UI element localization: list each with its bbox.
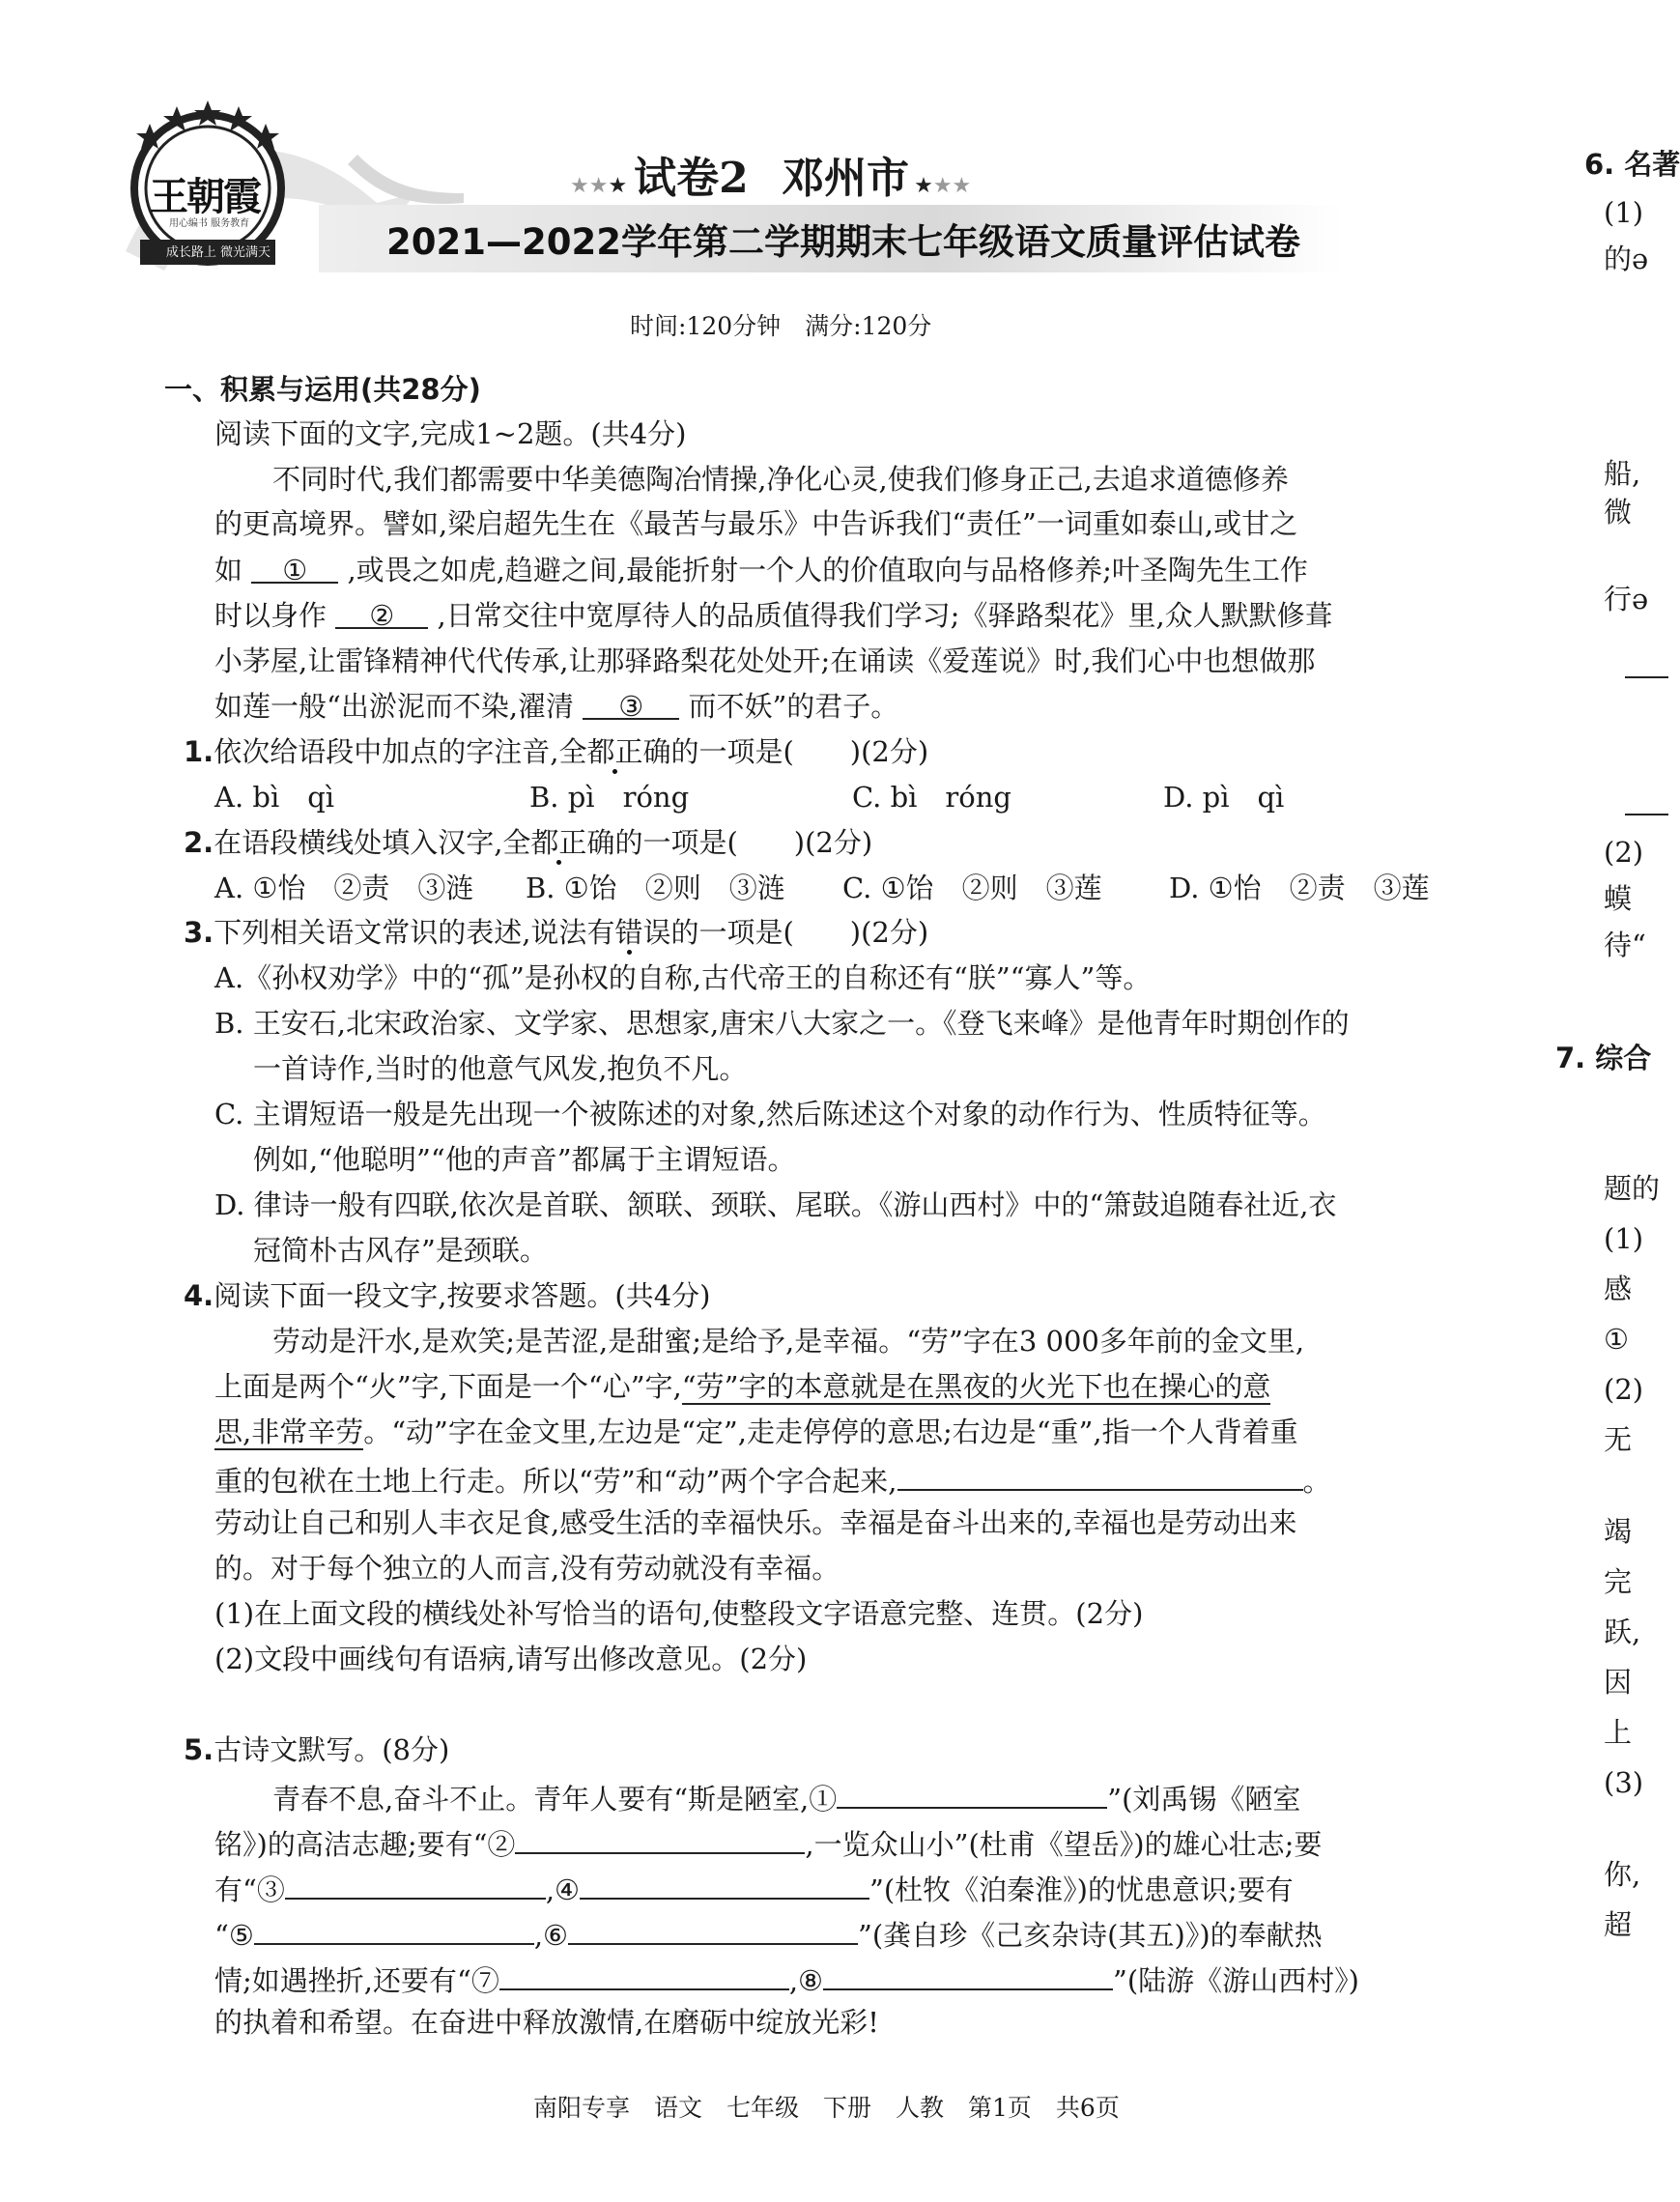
q5-blank-2[interactable] [515,1821,805,1854]
emphasis-dots: 有错误 [586,916,671,949]
q2-option-c[interactable]: C. ①饴 ②则 ③莲 [842,872,1102,904]
q3-option-b-cont: 一首诗作,当时的他意气风发,抱负不凡。 [253,1052,748,1085]
paper-number: 试卷2 [634,154,749,203]
fill-blank-3[interactable]: ③ [583,687,679,720]
q5-line: 的执着和希望。在奋进中释放激情,在磨砺中绽放光彩! [214,2006,879,2039]
q3-option-b[interactable]: B. 王安石,北宋政治家、文学家、思想家,唐宋八大家之一。《登飞来峰》是他青年时期创作的 [214,1007,1350,1040]
emphasis-dots: 全都正确 [558,735,671,768]
q5-blank-8[interactable] [823,1958,1113,1990]
q3-option-c-cont: 例如,“他聪明”“他的声音”都属于主谓短语。 [253,1143,796,1176]
q4-passage-line: 劳动让自己和别人丰衣足食,感受生活的幸福快乐。幸福是奋斗出来的,幸福也是劳动出来 [214,1506,1297,1539]
q4-passage-line: 上面是两个“火”字,下面是一个“心”字,“劳”字的本意就是在黑夜的火光下也在操心的意 [214,1370,1271,1403]
question-4: 4.阅读下面一段文字,按要求答题。(共4分) [184,1279,711,1312]
star-icon: ★★ [570,174,609,198]
time-score: 时间:120分钟 满分:120分 [630,312,932,340]
q2-option-d[interactable]: D. ①怡 ②责 ③莲 [1169,872,1430,904]
q4-passage-line: 的。对于每个独立的人而言,没有劳动就没有幸福。 [214,1552,840,1585]
q3-option-a[interactable]: A.《孙权劝学》中的“孤”是孙权的自称,古代帝王的自称还有“朕”“寡人”等。 [214,961,1152,994]
q5-blank-7[interactable] [499,1958,789,1990]
q5-line: 有“③ ,④ ”(杜牧《泊秦淮》)的忧患意识;要有 [214,1867,1294,1909]
question-3: 3.下列相关语文常识的表述,说法有错误的一项是( )(2分) [184,916,929,949]
star-icon: ★ [914,174,933,198]
passage-line: 不同时代,我们都需要中华美德陶冶情操,净化心灵,使我们修身正己,去追求道德修养 [272,463,1289,496]
star-icon: ★ [608,174,635,198]
q5-blank-5[interactable] [254,1912,534,1945]
q5-blank-6[interactable] [568,1912,858,1945]
passage-line: 小茅屋,让雷锋精神代代传承,让那驿路梨花处处开;在诵读《爱莲说》时,我们心中也想做那 [214,644,1316,677]
q3-option-c[interactable]: C. 主谓短语一般是先出现一个被陈述的对象,然后陈述这个对象的动作行为、性质特征等。 [214,1098,1326,1130]
paper-title: 2021—2022学年第二学期期末七年级语文质量评估试卷 [386,221,1300,263]
fill-blank-1[interactable]: ① [251,551,338,584]
logo-slogan: 用心编书 服务教育 [169,218,250,229]
q1-option-d[interactable]: D. pì qì [1163,781,1285,814]
q4-answer-blank[interactable] [897,1458,1303,1491]
q4-passage-line: 劳动是汗水,是欢笑;是苦涩,是甜蜜;是给予,是幸福。“劳”字在3 000多年前的金文里, [272,1325,1305,1358]
q4-passage-line: 思,非常辛劳。“动”字在金文里,左边是“定”,走走停停的意思;右边是“重”,指一个人背着重 [214,1416,1298,1448]
underlined-sentence: 思,非常辛劳 [214,1416,364,1448]
q5-blank-4[interactable] [580,1867,869,1900]
q4-subquestion-2: (2)文段中画线句有语病,请写出修改意见。(2分) [214,1643,808,1675]
underlined-sentence: “劳”字的本意就是在黑夜的火光下也在操心的意 [681,1370,1271,1403]
logo-block [97,87,328,300]
city-name: 邓州市 [781,154,909,203]
question-2: 2.在语段横线处填入汉字,全都正确的一项是( )(2分) [184,826,873,859]
q5-blank-3[interactable] [285,1867,546,1900]
logo-ribbon-text: 成长路上 微光满天 [165,245,271,260]
q3-option-d-cont: 冠简朴古风存”是颈联。 [253,1234,548,1267]
q1-options [214,778,1284,816]
q3-option-d[interactable]: D. 律诗一般有四联,依次是首联、颔联、颈联、尾联。《游山西村》中的“箫鼓追随春社近,衣 [214,1188,1337,1221]
q4-passage-line: 重的包袱在土地上行走。所以“劳”和“动”两个字合起来, 。 [214,1458,1331,1501]
q5-line: 青春不息,奋斗不止。青年人要有“斯是陋室,① ”(刘禹锡《陋室 [272,1776,1300,1818]
q5-line: 铭》)的高洁志趣;要有“② ,一览众山小”(杜甫《望岳》)的雄心壮志;要 [214,1821,1322,1864]
question-5: 5.古诗文默写。(8分) [184,1733,450,1766]
paper-title-row [570,143,971,201]
passage-line: 如 ① ,或畏之如虎,趋避之间,最能折射一个人的价值取向与品格修养;叶圣陶先生工作 [214,551,1308,589]
q5-line: 情;如遇挫折,还要有“⑦ ,⑧ ”(陆游《游山西村》) [214,1958,1359,2000]
q5-blank-1[interactable] [837,1776,1107,1809]
q1-option-a[interactable]: A. bì qì [214,781,335,814]
q5-line: “⑤ ,⑥ ”(龚自珍《己亥杂诗(其五)》)的奉献热 [214,1912,1323,1955]
section-heading: 一、积累与运用(共28分) [164,373,481,406]
question-1: 1.依次给语段中加点的字注音,全都正确的一项是( )(2分) [184,735,929,768]
q1-option-c[interactable]: C. bì róng [852,781,1011,814]
q2-option-b[interactable]: B. ①饴 ②则 ③涟 [526,872,785,904]
q2-option-a[interactable]: A. ①怡 ②责 ③涟 [214,872,474,904]
passage-line: 时以身作 ② ,日常交往中宽厚待人的品质值得我们学习;《驿路梨花》里,众人默默修葺 [214,596,1333,635]
emphasis-dots: 全都正确 [502,826,615,859]
q2-options [214,869,1430,907]
section-intro: 阅读下面的文字,完成1~2题。(共4分) [214,417,687,450]
passage-line: 如莲一般“出淤泥而不染,濯清 ③ 而不妖”的君子。 [214,687,898,726]
logo-brand: 王朝霞 [150,174,260,219]
passage-line: 的更高境界。譬如,梁启超先生在《最苦与最乐》中告诉我们“责任”一词重如泰山,或甘之 [214,507,1298,540]
q1-option-b[interactable]: B. pì róng [529,781,690,814]
page-footer: 南阳专享 语文 七年级 下册 人教 第1页 共6页 [533,2094,1120,2122]
q4-subquestion-1: (1)在上面文段的横线处补写恰当的语句,使整段文字语意完整、连贯。(2分) [214,1597,1144,1630]
fill-blank-2[interactable]: ② [335,596,428,629]
star-icon: ★★ [932,174,972,198]
